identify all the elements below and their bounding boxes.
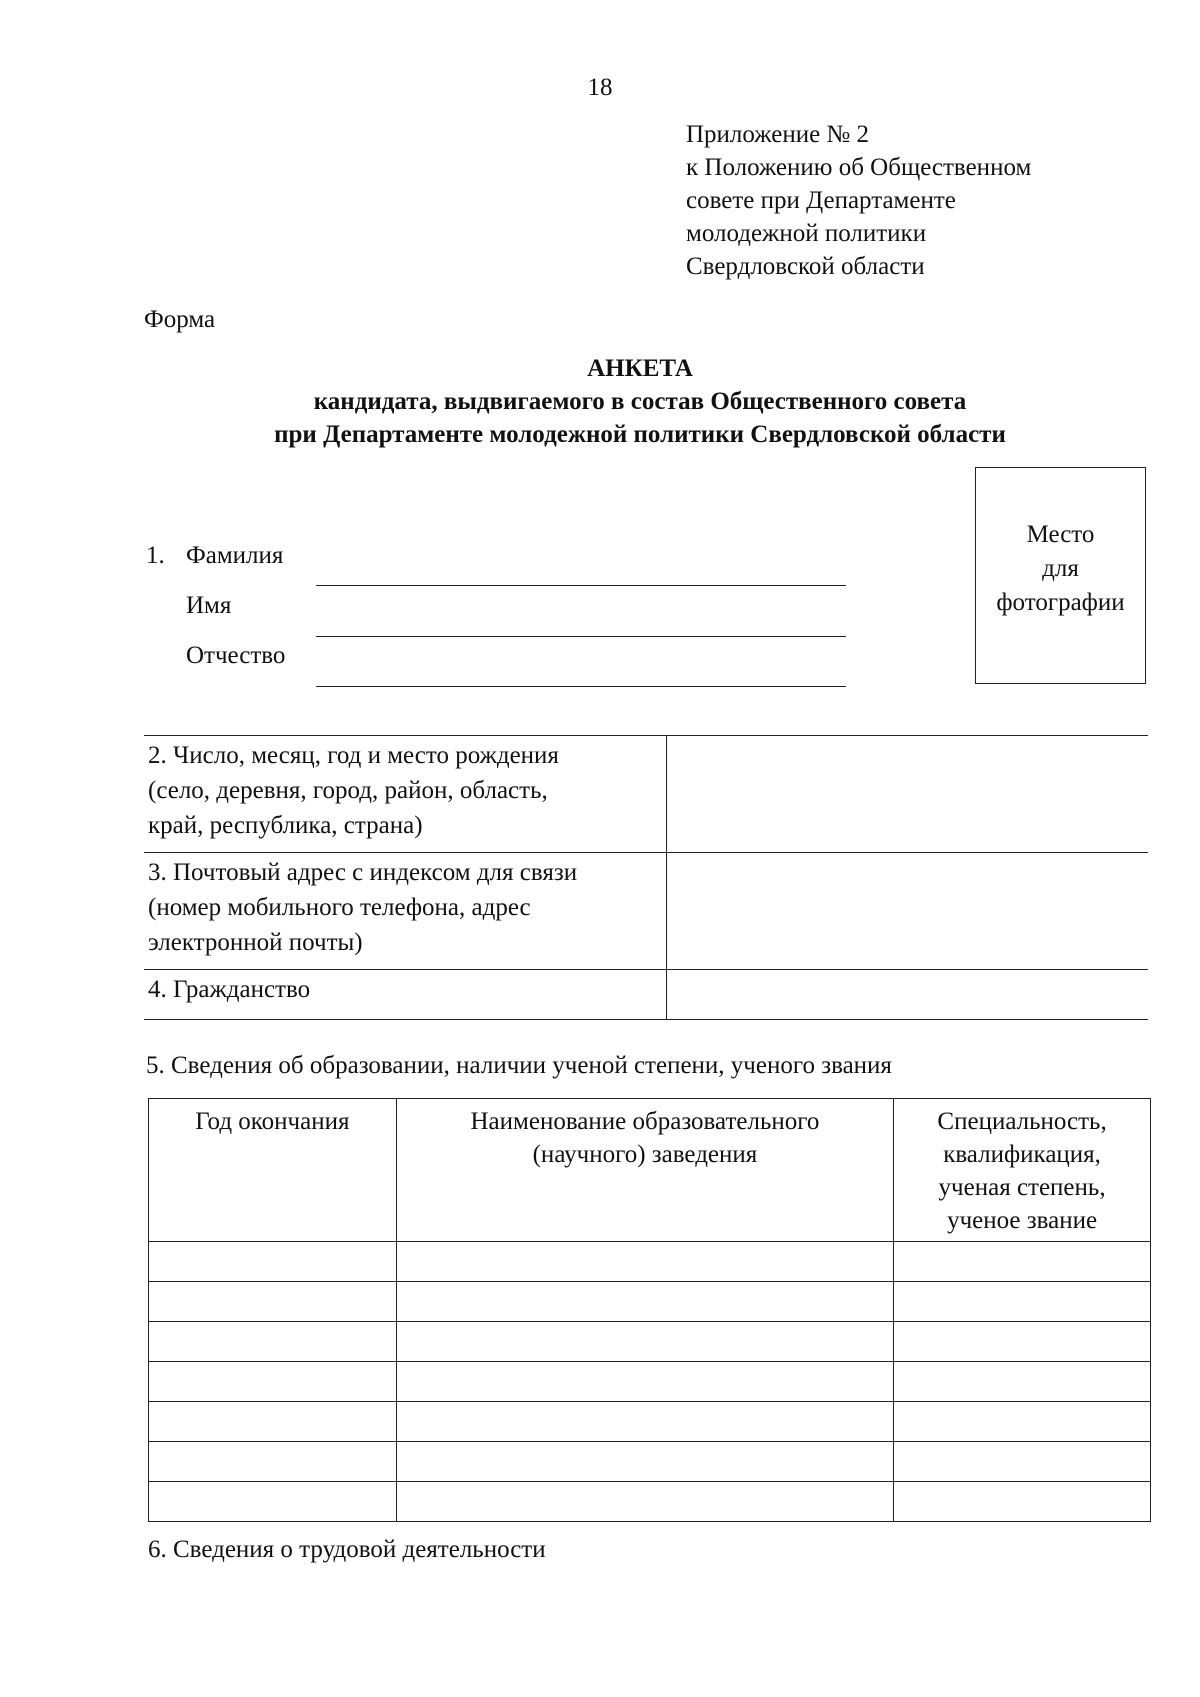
appendix-note [686, 118, 1136, 283]
table-cell[interactable] [894, 1322, 1151, 1362]
table-cell[interactable] [396, 1282, 893, 1322]
appendix-line: совете при Департаменте [686, 187, 956, 214]
table-cell[interactable] [149, 1442, 397, 1482]
citizenship-value-cell[interactable] [667, 970, 1149, 1020]
column-header-text: ученая степень, [938, 1174, 1106, 1201]
surname-label: Фамилия [186, 542, 284, 569]
table-cell[interactable] [894, 1362, 1151, 1402]
birth-label: 2. Число, месяц, год и место рождения [148, 742, 559, 769]
table-cell[interactable] [149, 1482, 397, 1522]
birth-label-cell [144, 736, 667, 853]
education-table [148, 1098, 1151, 1522]
column-header-institution [396, 1099, 893, 1242]
column-header-year [149, 1099, 397, 1242]
address-label: 3. Почтовый адрес с индексом для связи [148, 859, 578, 886]
table-cell[interactable] [894, 1442, 1151, 1482]
address-value-cell[interactable] [667, 853, 1149, 970]
column-header-text: Год окончания [195, 1108, 350, 1135]
photo-label: Место [1026, 521, 1095, 548]
table-row [149, 1402, 1151, 1442]
photo-label: фотографии [996, 589, 1125, 616]
page-number: 18 [587, 74, 613, 101]
table-cell[interactable] [396, 1322, 893, 1362]
table-cell[interactable] [149, 1402, 397, 1442]
first-name-field[interactable] [316, 636, 846, 637]
column-header-text: Наименование образовательного [470, 1108, 820, 1135]
birth-label: (село, деревня, город, район, область, [148, 777, 548, 804]
column-header-text: ученое звание [947, 1207, 1098, 1234]
appendix-line: Свердловской области [686, 253, 925, 280]
patronymic-field[interactable] [316, 686, 846, 687]
table-header-row [149, 1099, 1151, 1242]
address-label-cell [144, 853, 667, 970]
personal-info-table [144, 735, 1148, 1020]
table-cell[interactable] [149, 1322, 397, 1362]
table-cell[interactable] [894, 1242, 1151, 1282]
citizenship-label-cell [144, 970, 667, 1020]
table-cell[interactable] [894, 1402, 1151, 1442]
address-label: (номер мобильного телефона, адрес [148, 894, 531, 921]
form-label: Форма [144, 306, 216, 333]
photo-placeholder [975, 467, 1146, 684]
table-row [149, 1362, 1151, 1402]
birth-value-cell[interactable] [667, 736, 1149, 853]
table-cell[interactable] [894, 1282, 1151, 1322]
table-cell[interactable] [149, 1242, 397, 1282]
table-cell[interactable] [149, 1362, 397, 1402]
appendix-line: молодежной политики [686, 220, 927, 247]
photo-label: для [1042, 555, 1079, 582]
surname-field[interactable] [316, 585, 846, 586]
birth-label: край, республика, страна) [148, 812, 423, 839]
table-cell[interactable] [396, 1362, 893, 1402]
title-line: кандидата, выдвигаемого в состав Общественного совета [313, 388, 967, 415]
education-heading: 5. Сведения об образовании, наличии ученой степени, ученого звания [146, 1052, 892, 1079]
column-header-text: Специальность, [937, 1108, 1107, 1135]
column-header-text: квалификация, [943, 1141, 1101, 1168]
patronymic-label: Отчество [186, 642, 286, 669]
table-cell[interactable] [396, 1242, 893, 1282]
first-name-label: Имя [186, 592, 232, 619]
column-header-specialty [894, 1099, 1151, 1242]
appendix-line: к Положению об Общественном [686, 154, 1032, 181]
appendix-line: Приложение № 2 [686, 121, 870, 148]
citizenship-label: 4. Гражданство [148, 976, 311, 1003]
employment-heading: 6. Сведения о трудовой деятельности [148, 1536, 546, 1563]
title-main: АНКЕТА [587, 355, 693, 382]
table-cell[interactable] [396, 1442, 893, 1482]
column-header-text: (научного) заведения [532, 1141, 758, 1168]
table-cell[interactable] [149, 1282, 397, 1322]
table-row [149, 1242, 1151, 1282]
table-row [149, 1322, 1151, 1362]
section-number: 1. [146, 542, 165, 569]
table-cell[interactable] [396, 1482, 893, 1522]
table-row [144, 736, 1148, 853]
table-cell[interactable] [894, 1482, 1151, 1522]
document-title [150, 352, 1130, 451]
table-row [149, 1482, 1151, 1522]
table-cell[interactable] [396, 1402, 893, 1442]
title-line: при Департаменте молодежной политики Свердловской области [274, 421, 1006, 448]
address-label: электронной почты) [148, 929, 363, 956]
table-row [144, 970, 1148, 1020]
table-row [149, 1282, 1151, 1322]
table-row [144, 853, 1148, 970]
table-row [149, 1442, 1151, 1482]
